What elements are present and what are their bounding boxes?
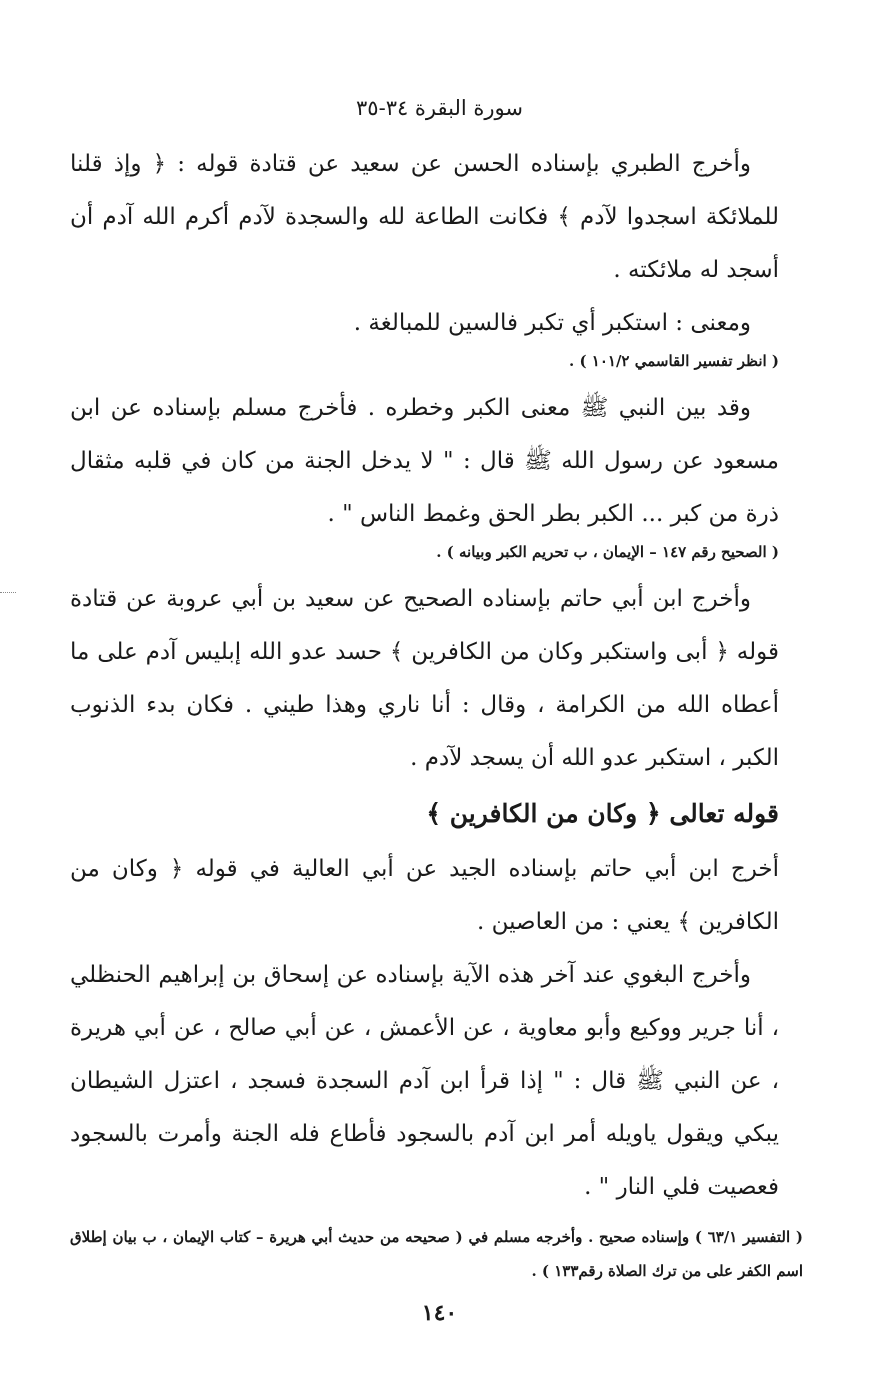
margin-mark: [0, 592, 16, 593]
running-header: سورة البقرة ٣٤-٣٥: [356, 96, 523, 120]
paragraph-ibn-abi-hatim: وأخرج ابن أبي حاتم بإسناده الصحيح عن سعيد بن أبي عروبة عن قتادة قوله ﴿ أبى واستكبر وكان من الكافرين ﴾ حسد عدو الله إبليس آدم على ما أعطاه الله من الكرامة ، وقال : أنا ناري وهذا طيني . فكان بدء الذنوب الكبر ، استكبر عدو الله أن يسجد لآدم .: [70, 586, 779, 771]
paragraph-baghawi: وأخرج البغوي عند آخر هذه الآية بإسناده عن إسحاق بن إبراهيم الحنظلي ، أنا جرير ووكيع وأبو معاوية ، عن الأعمش ، عن أبي صالح ، عن أبي هريرة ، عن النبي ﷺ قال : " إذا قرأ ابن آدم السجدة فسجد ، اعتزل الشيطان يبكي ويقول ياويله أمر ابن آدم بالسجود فأطاع فله الجنة وأمرت بالسجود فعصيت فلي النار " .: [70, 962, 779, 1200]
page-number: ١٤٠: [421, 1300, 458, 1326]
reference-tafsir: ( التفسير ٦٣/١ ) وإسناده صحيح . وأخرجه مسلم في ( صحيحه من حديث أبي هريرة – كتاب الإيمان ، ب بيان إطلاق اسم الكفر على من ترك الصلاة رقم١٣٣ ) .: [70, 1228, 804, 1280]
paragraph-meaning: ومعنى : استكبر أي تكبر فالسين للمبالغة .: [353, 310, 751, 336]
paragraph-tabari: وأخرج الطبري بإسناده الحسن عن سعيد عن قتادة قوله : ﴿ وإذ قلنا للملائكة اسجدوا لآدم ﴾ فكانت الطاعة لله والسجدة لآدم أكرم الله آدم أن أسجد له ملائكته .: [70, 151, 779, 283]
page-body: [70, 138, 804, 1292]
paragraph-abu-aliya: أخرج ابن أبي حاتم بإسناده الجيد عن أبي العالية في قوله ﴿ وكان من الكافرين ﴾ يعني : من العاصين .: [70, 856, 779, 935]
reference-sahih-147: ( الصحيح رقم ١٤٧ – الإيمان ، ب تحريم الكبر وبيانه ) .: [436, 543, 779, 561]
paragraph-muslim-hadith: وقد بين النبي ﷺ معنى الكبر وخطره . فأخرج مسلم بإسناده عن ابن مسعود عن رسول الله ﷺ قال : " لا يدخل الجنة من كان في قلبه مثقال ذرة من كبر ... الكبر بطر الحق وغمط الناس " .: [70, 395, 779, 527]
reference-qasimi: ( انظر تفسير القاسمي ١٠١/٢ ) .: [569, 352, 779, 370]
section-heading: قوله تعالى ﴿ وكان من الكافرين ﴾: [426, 799, 779, 828]
